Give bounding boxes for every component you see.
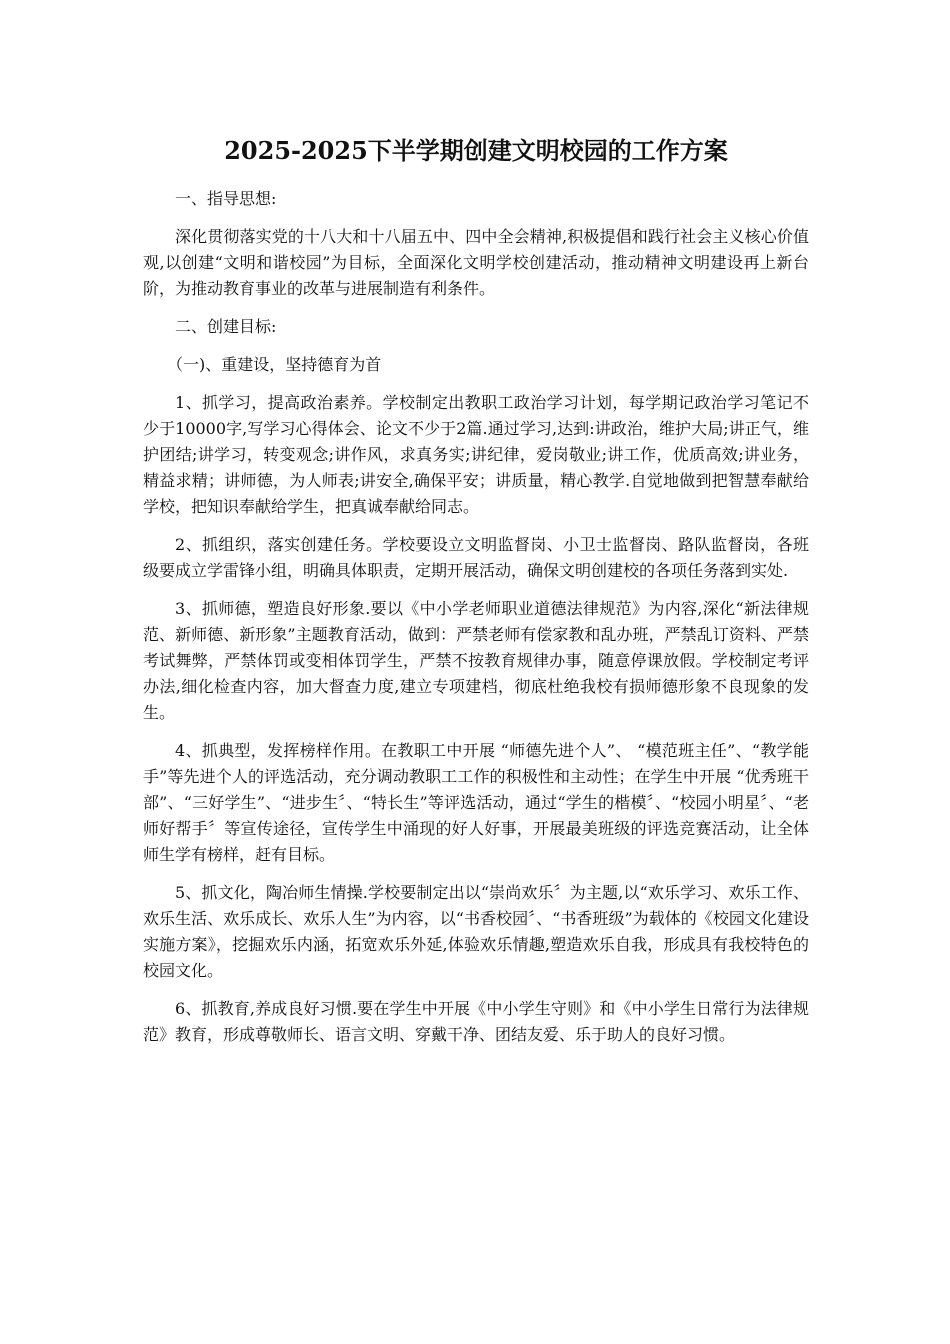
paragraph-item-1: 1、抓学习，提高政治素养。学校制定出教职工政治学习计划，每学期记政治学习笔记不少于10000字,写学习心得体会、论文不少于2篇.通过学习,达到:讲政治，维护大局;讲正气，维护团结;讲学习，转变观念;讲作风，求真务实;讲纪律，爱岗敬业;讲工作，优质高效;讲业务，精益求精；讲师德，为人师表;讲安全,确保平安；讲质量，精心教学.自觉地做到把智慧奉献给学校，把知识奉献给学生，把真诚奉献给同志。: [143, 393, 809, 516]
sub-heading-moral: （一)、重建设，坚持德育为首: [167, 355, 382, 374]
paragraph-guiding: 深化贯彻落实党的十八大和十八届五中、四中全会精神,积极提倡和践行社会主义核心价值观,以创建“文明和谐校园”为目标，全面深化文明学校创建活动，推动精神文明建设再上新台阶，为推动教育事业的改革与进展制造有利条件。: [143, 227, 809, 298]
paragraph-item-4: 4、抓典型，发挥榜样作用。在教职工中开展 “师德先进个人”、 “模范班主任”、“教学能手”等先进个人的评选活动，充分调动教职工工作的积极性和主动性；在学生中开展 “优秀班干部”、“三好学生”、“进步生〞、“特长生”等评选活动，通过“学生的楷模〞、“校园小明星〞、“老师好帮手〞等宣传途径，宣传学生中涌现的好人好事，开展最美班级的评选竞赛活动，让全体师生学有榜样，赶有目标。: [143, 741, 809, 864]
document-title: 2025-2025下半学期创建文明校园的工作方案: [224, 136, 728, 165]
paragraph-item-5: 5、抓文化，陶冶师生情操.学校要制定出以“崇尚欢乐〞为主题,以“欢乐学习、欢乐工作、欢乐生活、欢乐成长、欢乐人生”为内容，以“书香校园〞、“书香班级”为载体的《校园文化建设实施方案》，挖掘欢乐内涵，拓宽欢乐外延,体验欢乐情趣,塑造欢乐自我，形成具有我校特色的校园文化。: [143, 883, 809, 980]
paragraph-item-3: 3、抓师德，塑造良好形象.要以《中小学老师职业道德法律规范》为内容,深化“新法律规范、新师德、新形象”主题教育活动，做到：严禁老师有偿家教和乱办班，严禁乱订资料、严禁考试舞弊，严禁体罚或变相体罚学生，严禁不按教育规律办事，随意停课放假。学校制定考评办法,细化检查内容，加大督查力度,建立专项建档，彻底杜绝我校有损师德形象不良现象的发生。: [143, 599, 809, 722]
paragraph-item-2: 2、抓组织，落实创建任务。学校要设立文明监督岗、小卫士监督岗、路队监督岗，各班级要成立学雷锋小组，明确具体职责，定期开展活动，确保文明创建校的各项任务落到实处.: [143, 535, 809, 580]
section-heading-goal: 二、创建目标:: [175, 317, 277, 336]
section-heading-guiding: 一、指导思想:: [175, 189, 277, 208]
paragraph-item-6: 6、抓教育,养成良好习惯.要在学生中开展《中小学生守则》和《中小学生日常行为法律规范》教育，形成尊敬师长、语言文明、穿戴干净、团结友爱、乐于助人的良好习惯。: [143, 999, 809, 1044]
document-page: [143, 134, 809, 1060]
